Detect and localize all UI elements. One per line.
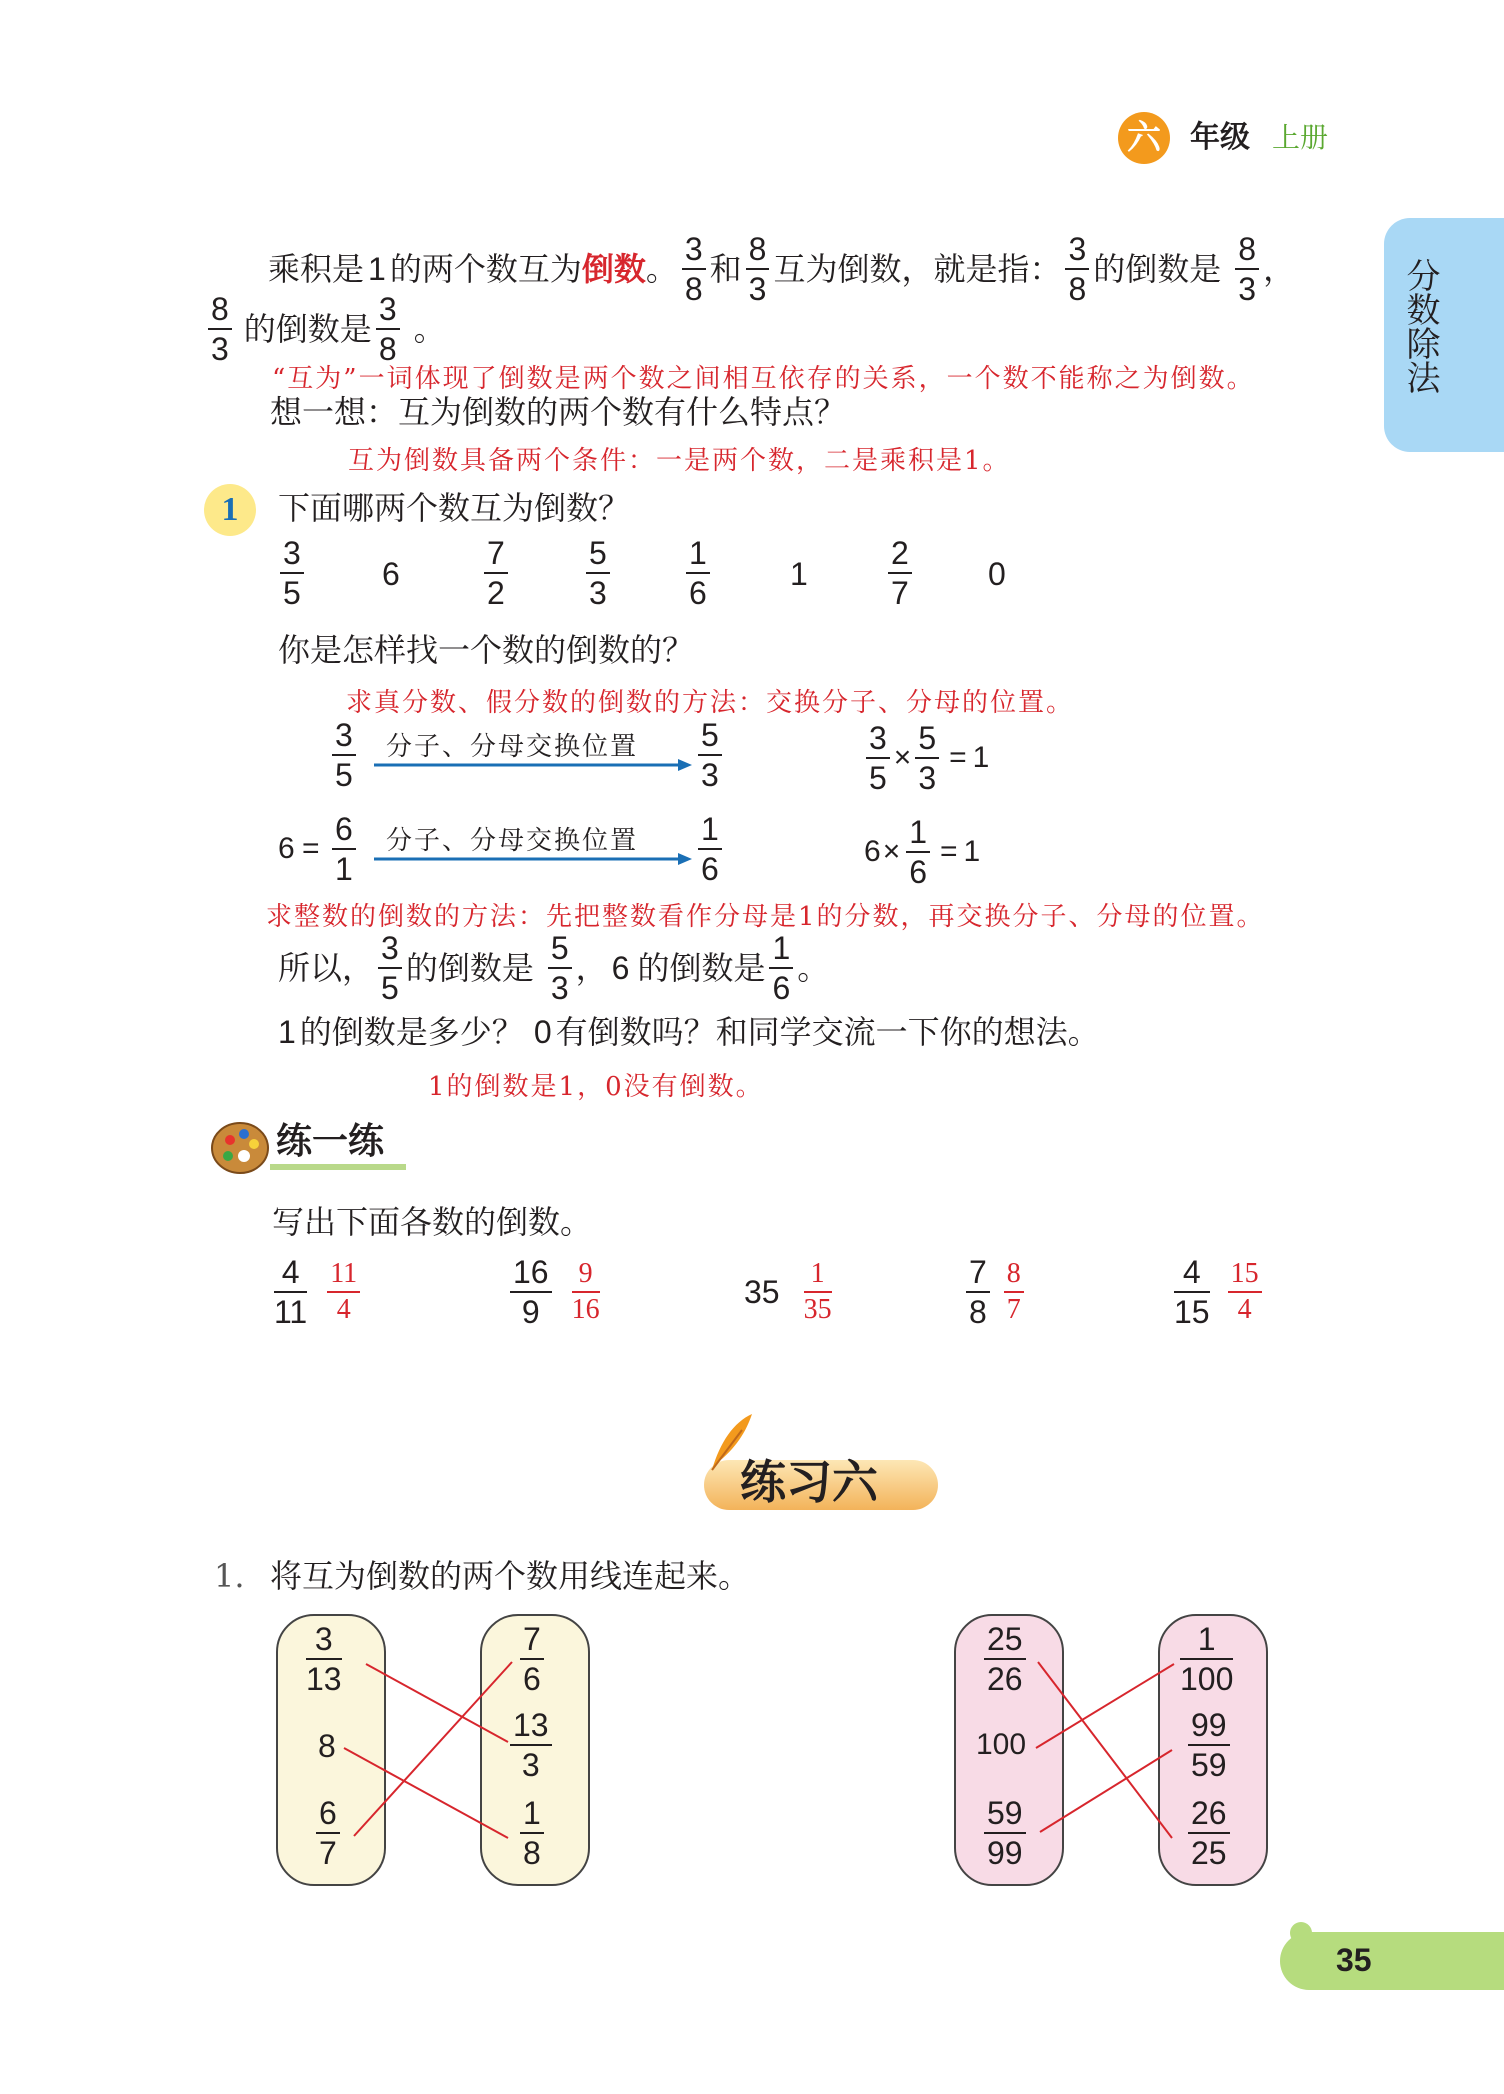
- fraction: 25 26: [984, 1622, 1026, 1696]
- whole-number: 8: [318, 1728, 336, 1764]
- arrow-label: 分子、分母交换位置: [386, 826, 639, 856]
- annotation-one-zero: 1的倒数是1，0没有倒数。: [428, 1072, 764, 1102]
- fraction: 26 25: [1188, 1796, 1230, 1870]
- fraction: 2 7: [888, 536, 912, 610]
- product-check-1: $\frac{3}{5}$ × $\frac{5}{3}$ = 1: [862, 718, 989, 798]
- fraction: 3 5: [280, 536, 304, 610]
- fraction: $\frac{8}{3}$: [208, 292, 232, 366]
- fraction: $\frac{16}{9}$: [510, 1255, 552, 1329]
- annotation-mutual: “互为”一词体现了倒数是两个数之间相互依存的关系，一个数不能称之为倒数。: [272, 364, 1255, 394]
- grade-badge: 六: [1118, 112, 1170, 164]
- fraction: $\frac{5}{3}$: [548, 931, 572, 1005]
- whole-number: 35: [744, 1273, 780, 1310]
- conclusion-line: 所以， $\frac{3}{5}$ 的倒数是 $\frac{5}{3}$ ， 6 的倒数是 $\frac{1}{6}$ 。: [278, 930, 830, 1006]
- whole-number: 1: [790, 556, 808, 592]
- fraction: 59 99: [984, 1796, 1026, 1870]
- fraction: $\frac{1}{6}$: [906, 815, 930, 889]
- fraction: $\frac{3}{5}$: [378, 931, 402, 1005]
- fraction: $\frac{1}{6}$: [769, 931, 793, 1005]
- annotation-integer-method: 求整数的倒数的方法：先把整数看作分母是1的分数，再交换分子、分母的位置。: [266, 902, 1265, 932]
- chapter-side-tab-label: 分数除法: [1400, 258, 1440, 394]
- definition-line-1: 乘积是 1 的两个数互为 倒数 。 $\frac{3}{8}$ 和 $\frac{8}{3}$ 互为倒数，就是指： $\frac{3}{8}$ 的倒数是 $\frac{8}{3}$ ，: [268, 231, 1296, 307]
- fraction: $\frac{7}{8}$: [966, 1255, 990, 1329]
- method-row-integer: 6 = 6 1 分子、分母交换位置 1 6: [276, 812, 756, 892]
- grade-label: 年级: [1190, 120, 1250, 155]
- definition-line-2: $\frac{8}{3}$ 的倒数是 $\frac{3}{8}$ 。: [204, 292, 446, 366]
- page-number-blob: [1280, 1932, 1504, 1990]
- fraction: 1 6: [686, 536, 710, 610]
- how-question: 你是怎样找一个数的倒数的？: [278, 631, 695, 669]
- fraction: 6 7: [316, 1796, 340, 1870]
- fraction: 7 6: [520, 1622, 544, 1696]
- exercise-title: 练习六: [740, 1455, 878, 1509]
- fraction: $\frac{3}{8}$: [682, 232, 706, 306]
- fraction: 5 3: [698, 718, 722, 792]
- fraction: 1 8: [520, 1796, 544, 1870]
- think-question: 想一想：互为倒数的两个数有什么特点？: [270, 393, 847, 431]
- exercise-q1-text: 将互为倒数的两个数用线连起来。: [270, 1557, 751, 1595]
- fraction: 3 13: [306, 1621, 342, 1697]
- fraction: $\frac{4}{11}$: [274, 1254, 308, 1330]
- product-check-2: 6 × $\frac{1}{6}$ = 1: [864, 814, 981, 890]
- fraction: $\frac{8}{3}$: [746, 232, 770, 306]
- fraction: 13 3: [510, 1708, 552, 1782]
- fraction: $\frac{3}{8}$: [376, 292, 400, 366]
- exercise-q1-number: 1.: [214, 1557, 245, 1595]
- discussion-question: 1 的倒数是多少？ 0 有倒数吗？和同学交流一下你的想法。: [278, 1013, 1100, 1051]
- whole-number: 0: [988, 556, 1006, 592]
- whole-number: 6: [382, 556, 400, 592]
- arrow-label: 分子、分母交换位置: [386, 732, 639, 762]
- fraction: $\frac{4}{15}$: [1174, 1254, 1210, 1330]
- practice-title: 练一练: [276, 1121, 385, 1162]
- fraction: 7 2: [484, 536, 508, 610]
- example-number-badge: 1: [204, 484, 256, 536]
- answer-fraction: $\frac{8}{7}$: [1004, 1259, 1024, 1325]
- example-question: 下面哪两个数互为倒数？: [278, 489, 631, 527]
- term-reciprocal: 倒数: [581, 250, 646, 288]
- annotation-fraction-method: 求真分数、假分数的倒数的方法：交换分子、分母的位置。: [346, 688, 1075, 718]
- whole-number: 6: [278, 832, 295, 865]
- fraction: $\frac{8}{3}$: [1235, 232, 1259, 306]
- annotation-conditions: 互为倒数具备两个条件：一是两个数，二是乘积是1。: [348, 446, 1011, 476]
- whole-number: 100: [976, 1728, 1027, 1761]
- fraction: 1 100: [1180, 1621, 1234, 1697]
- answer-fraction: $\frac{1}{35}$: [803, 1258, 832, 1325]
- fraction: $\frac{5}{3}$: [915, 721, 939, 795]
- fraction: 5 3: [586, 536, 610, 610]
- answer-fraction: $\frac{9}{16}$: [571, 1258, 600, 1325]
- practice-instruction: 写出下面各数的倒数。: [272, 1203, 593, 1241]
- fraction: $\frac{3}{8}$: [1065, 232, 1089, 306]
- fraction: 1 6: [698, 812, 722, 886]
- fraction: $\frac{3}{5}$: [866, 721, 890, 795]
- answer-fraction: $\frac{15}{4}$: [1228, 1259, 1262, 1325]
- page-number-dot: [1290, 1922, 1312, 1944]
- fraction: 3 5: [332, 718, 356, 792]
- fraction: 6 1: [332, 812, 356, 886]
- fraction: 99 59: [1188, 1708, 1230, 1782]
- volume-label: 上册: [1272, 121, 1329, 154]
- answer-fraction: $\frac{11}{4}$: [327, 1259, 360, 1325]
- page-number: 35: [1336, 1942, 1372, 1978]
